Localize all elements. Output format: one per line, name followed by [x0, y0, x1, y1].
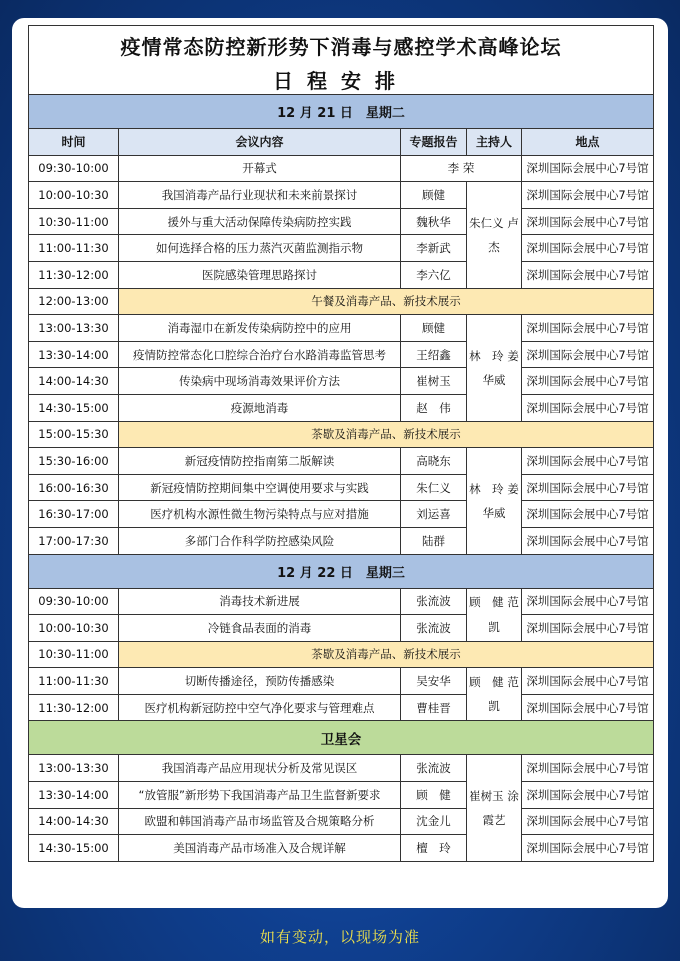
speaker-cell: 李六亿: [401, 261, 467, 288]
time-cell: 13:30-14:00: [29, 782, 119, 809]
venue-cell: 深圳国际会展中心7号馆: [522, 155, 654, 182]
time-cell: 14:30-15:00: [29, 394, 119, 421]
break-row: [29, 421, 654, 448]
table-row: [29, 315, 654, 342]
content-cell: 援外与重大活动保障传染病防控实践: [119, 208, 401, 235]
time-cell: 10:30-11:00: [29, 641, 119, 668]
venue-cell: 深圳国际会展中心7号馆: [522, 448, 654, 475]
host-cell: 林 玲 姜华威: [467, 315, 522, 421]
schedule-card: [12, 18, 668, 908]
venue-cell: 深圳国际会展中心7号馆: [522, 835, 654, 862]
col-speaker: 专题报告: [401, 129, 467, 156]
time-cell: 13:00-13:30: [29, 315, 119, 342]
venue-cell: 深圳国际会展中心7号馆: [522, 341, 654, 368]
content-cell: 如何选择合格的压力蒸汽灭菌监测指示物: [119, 235, 401, 262]
host-cell: 崔树玉 涂霞艺: [467, 755, 522, 861]
break-text: 茶歇及消毒产品、新技术展示: [119, 641, 654, 668]
venue-cell: 深圳国际会展中心7号馆: [522, 474, 654, 501]
content-cell: 医疗机构新冠防控中空气净化要求与管理难点: [119, 694, 401, 721]
time-cell: 11:00-11:30: [29, 235, 119, 262]
col-time: 时间: [29, 129, 119, 156]
content-cell: 多部门合作科学防控感染风险: [119, 527, 401, 554]
venue-cell: 深圳国际会展中心7号馆: [522, 315, 654, 342]
speaker-cell: 顾健: [401, 315, 467, 342]
table-row: [29, 615, 654, 642]
break-text: 茶歇及消毒产品、新技术展示: [119, 421, 654, 448]
venue-cell: 深圳国际会展中心7号馆: [522, 394, 654, 421]
speaker-cell: 张流波: [401, 615, 467, 642]
speaker-cell: 魏秋华: [401, 208, 467, 235]
speaker-cell: 曹桂晋: [401, 694, 467, 721]
speaker-cell: 张流波: [401, 755, 467, 782]
host-cell: 朱仁义 卢 杰: [467, 182, 522, 288]
table-row: [29, 208, 654, 235]
time-cell: 10:00-10:30: [29, 182, 119, 209]
content-cell: 疫情防控常态化口腔综合治疗台水路消毒监管思考: [119, 341, 401, 368]
speaker-cell: 李新武: [401, 235, 467, 262]
venue-cell: 深圳国际会展中心7号馆: [522, 615, 654, 642]
speaker-cell: 吴安华: [401, 668, 467, 695]
time-cell: 14:30-15:00: [29, 835, 119, 862]
column-header-row: [29, 129, 654, 156]
content-cell: 新冠疫情防控指南第二版解读: [119, 448, 401, 475]
satellite-label: 卫星会: [29, 721, 654, 755]
speaker-cell: 崔树玉: [401, 368, 467, 395]
table-row: [29, 527, 654, 554]
content-cell: “放管服”新形势下我国消毒产品卫生监督新要求: [119, 782, 401, 809]
venue-cell: 深圳国际会展中心7号馆: [522, 501, 654, 528]
time-cell: 14:00-14:30: [29, 368, 119, 395]
speaker-cell: 檀 玲: [401, 835, 467, 862]
host-cell: 顾 健 范 凯: [467, 668, 522, 721]
venue-cell: 深圳国际会展中心7号馆: [522, 208, 654, 235]
content-cell: 新冠疫情防控期间集中空调使用要求与实践: [119, 474, 401, 501]
table-row: [29, 588, 654, 615]
table-row: [29, 448, 654, 475]
speaker-cell: 高晓东: [401, 448, 467, 475]
speaker-cell: 张流波: [401, 588, 467, 615]
table-row: [29, 341, 654, 368]
page-title: 疫情常态防控新形势下消毒与感控学术高峰论坛: [29, 26, 654, 65]
time-cell: 15:30-16:00: [29, 448, 119, 475]
day2-header: [29, 554, 654, 588]
content-cell: 冷链食品表面的消毒: [119, 615, 401, 642]
venue-cell: 深圳国际会展中心7号馆: [522, 182, 654, 209]
time-cell: 16:00-16:30: [29, 474, 119, 501]
time-cell: 15:00-15:30: [29, 421, 119, 448]
content-cell: 医疗机构水源性微生物污染特点与应对措施: [119, 501, 401, 528]
content-cell: 消毒湿巾在新发传染病防控中的应用: [119, 315, 401, 342]
venue-cell: 深圳国际会展中心7号馆: [522, 755, 654, 782]
speaker-cell: 王绍鑫: [401, 341, 467, 368]
speaker-cell: 刘运喜: [401, 501, 467, 528]
content-cell: 疫源地消毒: [119, 394, 401, 421]
col-host: 主持人: [467, 129, 522, 156]
venue-cell: 深圳国际会展中心7号馆: [522, 261, 654, 288]
venue-cell: 深圳国际会展中心7号馆: [522, 527, 654, 554]
table-row: [29, 235, 654, 262]
break-row: [29, 288, 654, 315]
day1-header: 12 月 21 日 星期二: [29, 95, 654, 129]
table-row: [29, 394, 654, 421]
content-cell: 消毒技术新进展: [119, 588, 401, 615]
time-cell: 09:30-10:00: [29, 155, 119, 182]
col-venue: 地点: [522, 129, 654, 156]
table-row: [29, 155, 654, 182]
schedule-table: [28, 25, 654, 862]
speaker-cell: 陆群: [401, 527, 467, 554]
host-cell: 顾 健 范 凯: [467, 588, 522, 641]
table-row: [29, 474, 654, 501]
content-cell: 我国消毒产品应用现状分析及常见误区: [119, 755, 401, 782]
table-row: [29, 835, 654, 862]
table-row: [29, 694, 654, 721]
speaker-cell: 李 荣: [401, 155, 522, 182]
table-row: [29, 501, 654, 528]
host-cell: 林 玲 姜华威: [467, 448, 522, 554]
time-cell: 11:00-11:30: [29, 668, 119, 695]
time-cell: 10:00-10:30: [29, 615, 119, 642]
time-cell: 12:00-13:00: [29, 288, 119, 315]
table-row: [29, 182, 654, 209]
footer-note: 如有变动，以现场为准: [259, 928, 420, 946]
content-cell: 医院感染管理思路探讨: [119, 261, 401, 288]
time-cell: 11:30-12:00: [29, 694, 119, 721]
page-subtitle: 日程安排: [29, 64, 654, 95]
content-cell: 切断传播途径，预防传播感染: [119, 668, 401, 695]
table-row: [29, 261, 654, 288]
time-cell: 10:30-11:00: [29, 208, 119, 235]
speaker-cell: 朱仁义: [401, 474, 467, 501]
day2-header-label: 12 月 22 日 星期三: [29, 554, 654, 588]
speaker-cell: 沈金儿: [401, 808, 467, 835]
content-cell: 开幕式: [119, 155, 401, 182]
table-row: [29, 782, 654, 809]
break-row: [29, 641, 654, 668]
break-text: 午餐及消毒产品、新技术展示: [119, 288, 654, 315]
col-content: 会议内容: [119, 129, 401, 156]
content-cell: 我国消毒产品行业现状和未来前景探讨: [119, 182, 401, 209]
content-cell: 欧盟和韩国消毒产品市场监管及合规策略分析: [119, 808, 401, 835]
table-row: [29, 668, 654, 695]
speaker-cell: 赵 伟: [401, 394, 467, 421]
time-cell: 09:30-10:00: [29, 588, 119, 615]
speaker-cell: 顾健: [401, 182, 467, 209]
time-cell: 17:00-17:30: [29, 527, 119, 554]
time-cell: 11:30-12:00: [29, 261, 119, 288]
satellite-header: [29, 721, 654, 755]
venue-cell: 深圳国际会展中心7号馆: [522, 368, 654, 395]
content-cell: 美国消毒产品市场准入及合规详解: [119, 835, 401, 862]
time-cell: 14:00-14:30: [29, 808, 119, 835]
time-cell: 16:30-17:00: [29, 501, 119, 528]
venue-cell: 深圳国际会展中心7号馆: [522, 694, 654, 721]
content-cell: 传染病中现场消毒效果评价方法: [119, 368, 401, 395]
time-cell: 13:00-13:30: [29, 755, 119, 782]
speaker-cell: 顾 健: [401, 782, 467, 809]
table-row: [29, 368, 654, 395]
venue-cell: 深圳国际会展中心7号馆: [522, 588, 654, 615]
venue-cell: 深圳国际会展中心7号馆: [522, 668, 654, 695]
venue-cell: 深圳国际会展中心7号馆: [522, 808, 654, 835]
table-row: [29, 808, 654, 835]
time-cell: 13:30-14:00: [29, 341, 119, 368]
table-row: [29, 755, 654, 782]
venue-cell: 深圳国际会展中心7号馆: [522, 235, 654, 262]
venue-cell: 深圳国际会展中心7号馆: [522, 782, 654, 809]
